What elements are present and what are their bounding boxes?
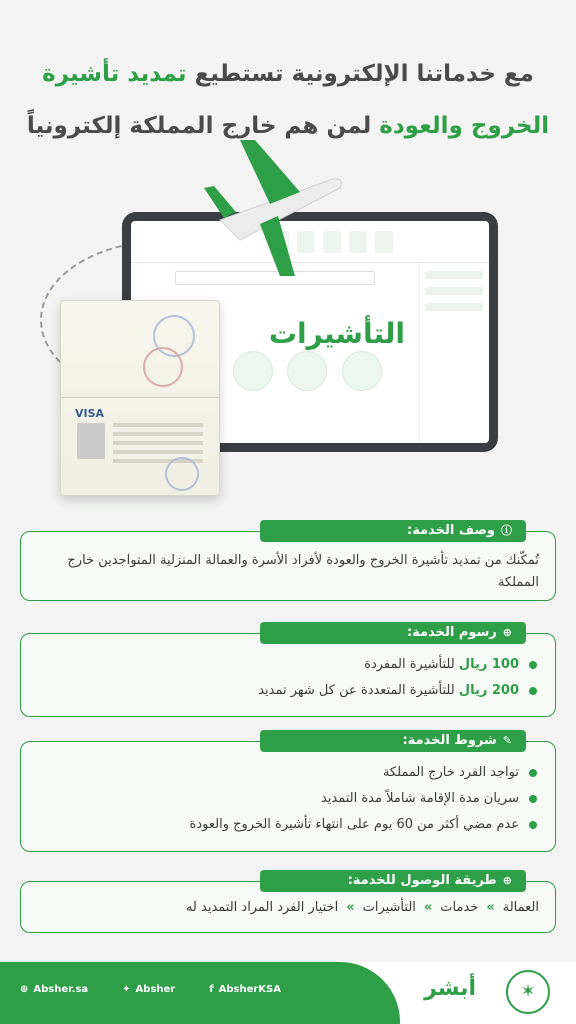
- facebook-link[interactable]: f AbsherKSA: [209, 984, 281, 995]
- list-item: 100 ريال للتأشيرة المفردة: [37, 652, 539, 678]
- section-description: [20, 520, 556, 602]
- coin-icon: ⊕: [502, 874, 512, 887]
- section-fees-box: [20, 633, 556, 717]
- headline-line-1-a: مع خدماتنا الإلكترونية تستطيع: [186, 61, 534, 87]
- separator: »: [346, 900, 355, 915]
- illustration: [0, 140, 576, 510]
- section-conditions-box: [20, 741, 556, 852]
- headline-line-1-highlight: تمديد تأشيرة: [42, 61, 187, 87]
- access-path: [37, 900, 539, 915]
- footer-links: [20, 984, 281, 995]
- section-conditions: [20, 730, 556, 852]
- facebook-icon: f: [209, 984, 214, 995]
- pencil-icon: ✎: [502, 734, 512, 747]
- section-description-title: ⓘوصف الخدمة:: [260, 520, 526, 542]
- access-step: خدمات: [440, 900, 479, 915]
- passport: [60, 300, 220, 496]
- visa-label: VISA: [75, 407, 105, 420]
- globe-icon: ⊕: [20, 984, 29, 995]
- coin-icon: ⊕: [502, 626, 512, 639]
- access-step: العمالة: [502, 900, 539, 915]
- emblem-icon: ✶: [506, 970, 550, 1014]
- headline-line-1: [20, 48, 556, 100]
- brand-logo: أبشر: [424, 976, 476, 1001]
- screen-title: التأشيرات: [268, 317, 405, 350]
- headline-line-2-b: لمن هم خارج المملكة إلكترونياً: [26, 113, 380, 139]
- twitter-link[interactable]: ✦ Absher: [122, 984, 176, 995]
- list-item: سريان مدة الإقامة شاملاً مدة التمديد: [37, 786, 539, 812]
- info-icon: ⓘ: [501, 524, 512, 537]
- description-text: تُمكّنك من تمديد تأشيرة الخروج والعودة لأفراد الأسرة والعمالة المنزلية المتواجدين خارج المملكة: [67, 553, 539, 590]
- section-conditions-title: ✎شروط الخدمة:: [260, 730, 526, 752]
- access-step: اختيار الفرد المراد التمديد له: [185, 900, 339, 915]
- list-item: 200 ريال للتأشيرة المتعددة عن كل شهر تمديد: [37, 678, 539, 704]
- separator: »: [423, 900, 433, 915]
- headline-line-2-highlight: الخروج والعودة: [379, 113, 550, 139]
- screen-sidebar: [419, 263, 489, 443]
- passport-photo: [77, 423, 105, 459]
- list-item: تواجد الفرد خارج المملكة: [37, 760, 539, 786]
- airplane-icon: [200, 140, 350, 280]
- stamp: [165, 457, 199, 491]
- footer: [0, 962, 576, 1024]
- twitter-icon: ✦: [122, 984, 131, 995]
- access-step: التأشيرات: [362, 900, 416, 915]
- section-fees-title: ⊕رسوم الخدمة:: [260, 622, 526, 644]
- separator: »: [486, 900, 495, 915]
- list-item: عدم مضي أكثر من 60 يوم على انتهاء تأشيرة الخروج والعودة: [37, 812, 539, 838]
- website-link[interactable]: ⊕ Absher.sa: [20, 984, 89, 995]
- headline: [20, 48, 556, 152]
- stamp: [143, 347, 183, 387]
- section-access-title: ⊕طريقة الوصول للخدمة:: [260, 870, 526, 892]
- section-access: [20, 870, 556, 934]
- section-fees: [20, 622, 556, 718]
